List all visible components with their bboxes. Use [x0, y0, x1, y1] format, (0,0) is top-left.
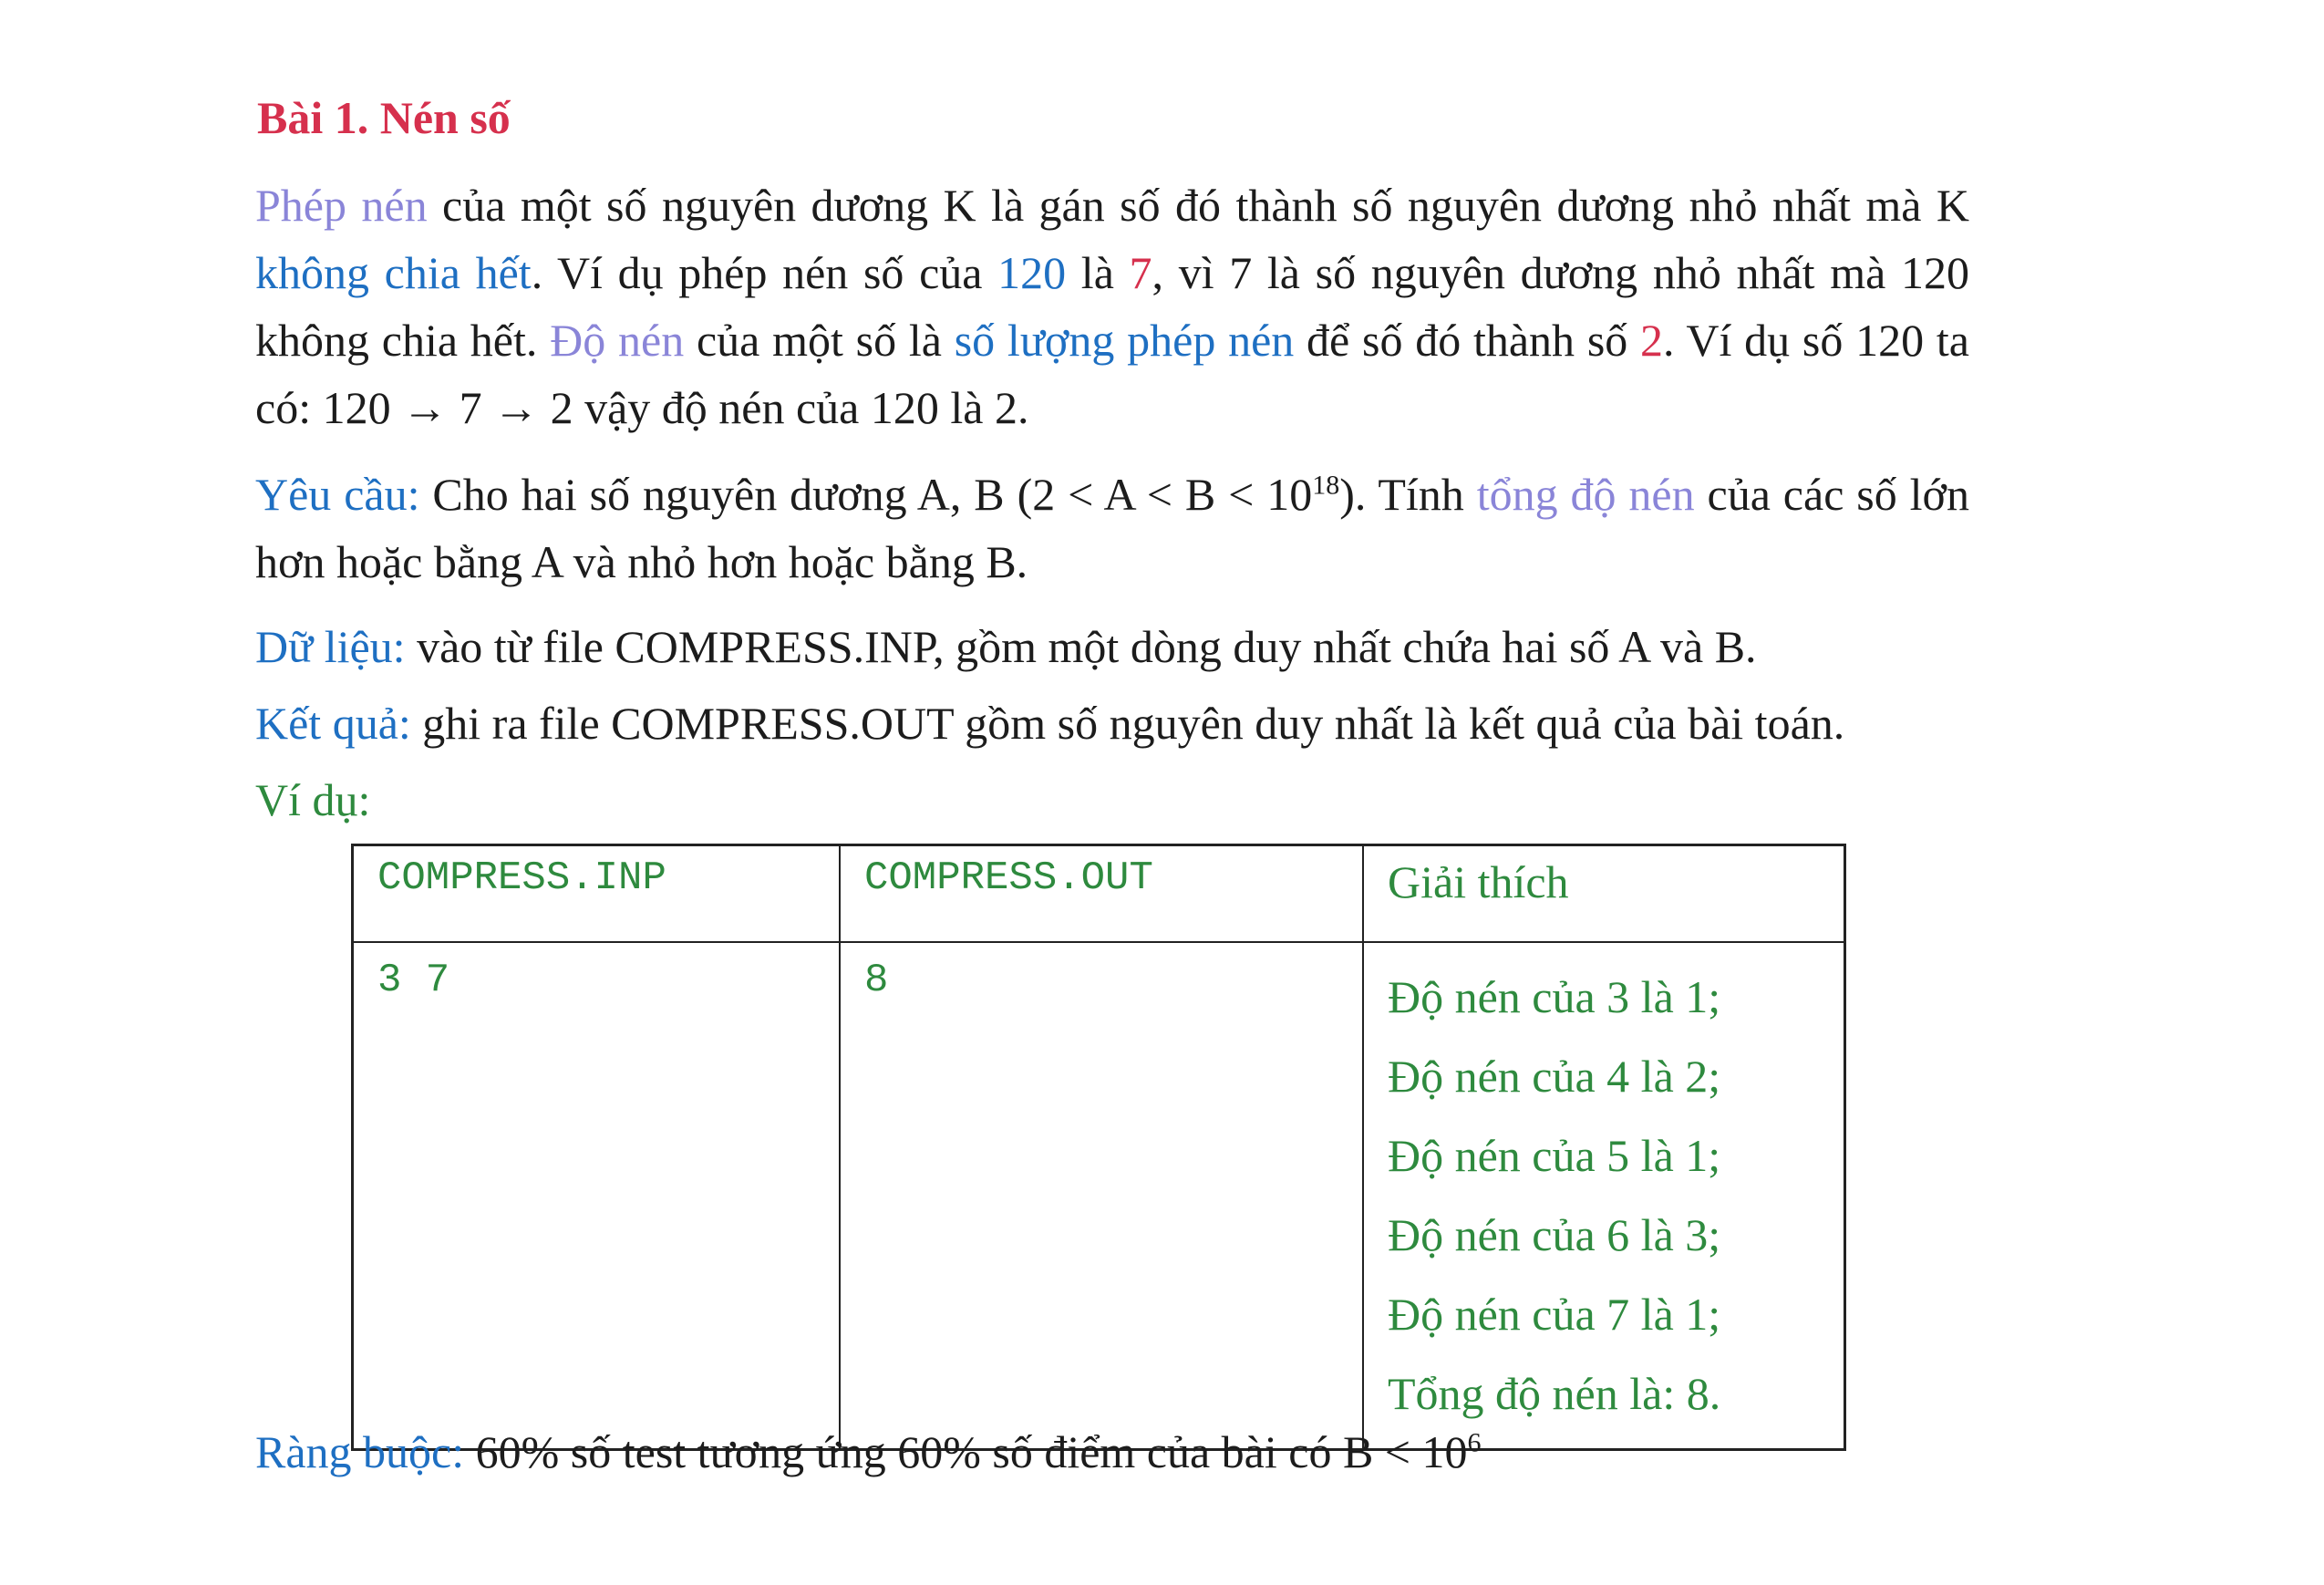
constraint-label: Ràng buộc: [255, 1426, 465, 1477]
requirement-text-3: của các số lớn hơn hoặc bằng A và nhỏ hơn hoặc bằng B. [255, 469, 1969, 587]
explanation-line: Độ nén của 3 là 1; [1388, 971, 1721, 1022]
intro-text-2: . Ví dụ phép nén số của [531, 247, 998, 298]
requirement-text-2: ). Tính [1339, 469, 1477, 520]
constraint-paragraph [255, 1418, 1969, 1486]
cell-input-value: 3 7 [353, 942, 841, 1450]
explanation-line: Độ nén của 6 là 3; [1388, 1209, 1721, 1260]
cell-explanation [1363, 942, 1845, 1450]
term-so-luong-phep-nen: số lượng phép nén [954, 315, 1295, 366]
intro-text-4: , vì 7 là số nguyên dương nhỏ nhất mà 120 không chia hết. [255, 247, 1969, 366]
output-paragraph [255, 689, 1969, 757]
intro-text-5: của một số là [684, 315, 955, 366]
intro-paragraph [255, 171, 1969, 441]
header-compress-out: COMPRESS.OUT [840, 845, 1363, 943]
requirement-paragraph [255, 461, 1969, 596]
intro-text-3: là [1066, 247, 1130, 298]
intro-text-6: để số đó thành số [1294, 315, 1641, 366]
explanation-line: Tổng độ nén là: 8. [1388, 1368, 1721, 1419]
term-phep-nen: Phép nén [255, 180, 428, 231]
explanation-line: Độ nén của 4 là 2; [1388, 1051, 1721, 1102]
problem-title: Bài 1. Nén số [257, 92, 511, 143]
explanation-line: Độ nén của 7 là 1; [1388, 1289, 1721, 1340]
cell-output-value: 8 [840, 942, 1363, 1450]
number-7: 7 [1129, 247, 1152, 298]
explanation-line: Độ nén của 5 là 1; [1388, 1130, 1721, 1181]
output-text: ghi ra file COMPRESS.OUT gồm số nguyên duy nhất là kết quả của bài toán. [410, 698, 1845, 749]
intro-text-1: của một số nguyên dương K là gán số đó thành số nguyên dương nhỏ nhất mà K [427, 180, 1969, 231]
example-label: Ví dụ: [255, 774, 371, 825]
constraint-text: 60% số test tương ứng 60% số điểm của bài có B < 10 [464, 1426, 1468, 1477]
input-paragraph [255, 613, 1969, 680]
header-compress-inp: COMPRESS.INP [353, 845, 841, 943]
term-tong-do-nen: tổng độ nén [1476, 469, 1695, 520]
term-do-nen: Độ nén [550, 315, 685, 366]
output-label: Kết quả: [255, 698, 411, 749]
table-row [353, 942, 1845, 1450]
number-120: 120 [997, 247, 1067, 298]
table-header-row [353, 845, 1845, 943]
term-khong-chia-het: không chia hết [255, 247, 532, 298]
intro-text-7: . Ví dụ số 120 ta có: 120 → 7 → 2 vậy độ nén của 120 là 2. [255, 315, 1969, 433]
requirement-exponent: 18 [1312, 470, 1340, 501]
input-text: vào từ file COMPRESS.INP, gồm một dòng duy nhất chứa hai số A và B. [405, 621, 1757, 672]
requirement-label: Yêu cầu: [255, 469, 420, 520]
requirement-text-1: Cho hai số nguyên dương A, B (2 < A < B < 10 [419, 469, 1313, 520]
header-giai-thich: Giải thích [1363, 845, 1845, 943]
constraint-exponent: 6 [1467, 1427, 1482, 1458]
example-table [351, 844, 1846, 1451]
input-label: Dữ liệu: [255, 621, 406, 672]
number-2: 2 [1640, 315, 1664, 366]
